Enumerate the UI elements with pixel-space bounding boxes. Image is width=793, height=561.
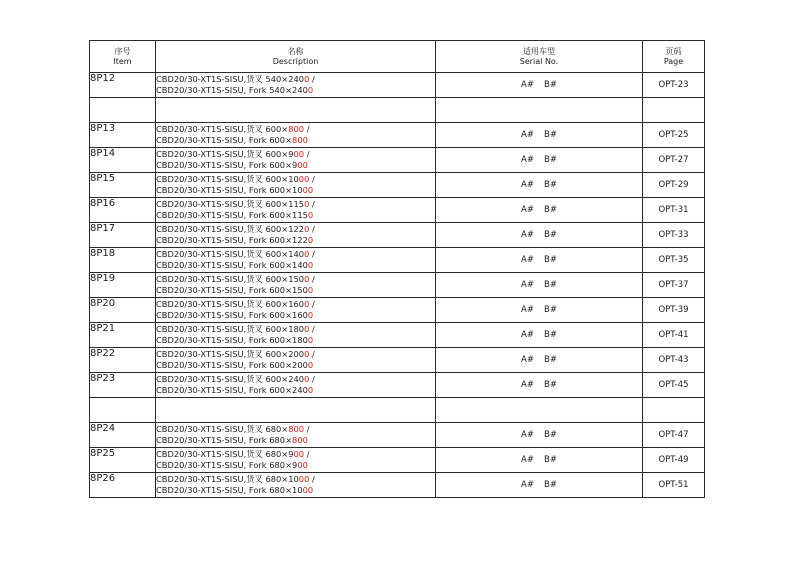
description-zh-suffix: / [309, 249, 315, 259]
description-en-size: 600×10 [269, 185, 303, 195]
description-zh-highlight: 0 [304, 199, 310, 209]
description-cell [156, 348, 436, 373]
item-code: 8P14 [90, 148, 116, 159]
serial-b: B# [543, 355, 557, 365]
header-page-en: Page [663, 56, 684, 66]
description-en [156, 310, 435, 321]
description-en [156, 185, 435, 196]
description-zh-size: 680×9 [265, 449, 294, 459]
description-en-highlight: 0 [307, 385, 314, 395]
serial-a: A# [521, 280, 534, 290]
description-zh [156, 349, 435, 360]
page-ref: OPT-47 [658, 430, 689, 440]
description-zh [156, 474, 435, 485]
description-en-highlight: 0 [307, 85, 314, 95]
item-code: 8P25 [90, 448, 116, 459]
page-cell [643, 148, 705, 173]
page-ref: OPT-51 [658, 480, 689, 490]
description-zh-suffix: / [309, 199, 315, 209]
description-zh-highlight: 0 [304, 324, 310, 334]
description-cell [156, 298, 436, 323]
table-row [90, 348, 705, 373]
table-row [90, 198, 705, 223]
description-en-prefix: CBD20/30-XT1S-SISU, Fork [156, 260, 270, 270]
serial-b: B# [543, 430, 557, 440]
serial-cell [436, 348, 643, 373]
description-en-prefix: CBD20/30-XT1S-SISU, Fork [156, 385, 270, 395]
page-ref: OPT-45 [658, 380, 689, 390]
serial-cell [436, 448, 643, 473]
item-cell [90, 473, 156, 498]
description-zh-suffix: / [304, 449, 310, 459]
description-cell [156, 198, 436, 223]
item-code: 8P19 [90, 273, 116, 284]
serial-a: A# [521, 330, 534, 340]
table-row [90, 73, 705, 98]
item-cell [90, 248, 156, 273]
page-ref: OPT-27 [658, 155, 689, 165]
description-en [156, 135, 435, 146]
description-en-size: 600× [269, 135, 293, 145]
description-zh-suffix: / [309, 224, 315, 234]
header-description [156, 41, 436, 73]
description-zh-prefix: CBD20/30-XT1S-SISU,货叉 [156, 74, 266, 84]
description-zh-prefix: CBD20/30-XT1S-SISU,货叉 [156, 249, 266, 259]
serial-a: A# [521, 380, 534, 390]
serial-a: A# [521, 80, 534, 90]
table-row [90, 373, 705, 398]
table-row [90, 323, 705, 348]
serial-cell [436, 173, 643, 198]
description-zh-size: 600×140 [265, 249, 305, 259]
description-cell [156, 223, 436, 248]
page-ref: OPT-29 [658, 180, 689, 190]
spacer-cell [436, 398, 643, 423]
item-cell [90, 298, 156, 323]
description-en [156, 485, 435, 496]
description-zh-highlight: 00 [293, 449, 305, 459]
description-zh-suffix: / [304, 124, 310, 134]
header-serial [436, 41, 643, 73]
page-cell [643, 473, 705, 498]
header-item [90, 41, 156, 73]
serial-b: B# [543, 180, 557, 190]
serial-cell [436, 223, 643, 248]
item-cell [90, 273, 156, 298]
item-cell [90, 423, 156, 448]
item-code: 8P26 [90, 473, 116, 484]
header-item-zh: 序号 [114, 46, 131, 56]
item-cell [90, 148, 156, 173]
description-cell [156, 148, 436, 173]
description-zh-highlight: 0 [304, 249, 310, 259]
item-code: 8P12 [90, 73, 116, 84]
serial-a: A# [521, 130, 534, 140]
item-code: 8P23 [90, 373, 116, 384]
serial-b: B# [543, 205, 557, 215]
item-code: 8P20 [90, 298, 116, 309]
description-en-size: 600×115 [269, 210, 308, 220]
description-zh [156, 149, 435, 160]
serial-b: B# [543, 280, 557, 290]
description-en-highlight: 00 [302, 485, 314, 495]
table-body [90, 73, 705, 498]
description-zh-prefix: CBD20/30-XT1S-SISU,货叉 [156, 274, 266, 284]
description-zh-prefix: CBD20/30-XT1S-SISU,货叉 [156, 149, 266, 159]
description-zh [156, 74, 435, 85]
page-ref: OPT-39 [658, 305, 689, 315]
table-row [90, 273, 705, 298]
description-zh-size: 600×160 [265, 299, 305, 309]
description-zh [156, 224, 435, 235]
header-description-en: Description [272, 56, 319, 66]
description-en [156, 385, 435, 396]
description-zh-size: 600×122 [265, 224, 305, 234]
description-zh-size: 600×9 [265, 149, 294, 159]
page-cell [643, 248, 705, 273]
description-en-highlight: 0 [307, 210, 314, 220]
description-en [156, 460, 435, 471]
serial-cell [436, 298, 643, 323]
table-row [90, 248, 705, 273]
description-cell [156, 123, 436, 148]
item-cell [90, 73, 156, 98]
description-en-prefix: CBD20/30-XT1S-SISU, Fork [156, 310, 270, 320]
description-zh-highlight: 0 [304, 74, 310, 84]
header-page [643, 41, 705, 73]
description-zh [156, 449, 435, 460]
spacer-cell [436, 98, 643, 123]
description-zh-size: 680× [265, 424, 289, 434]
description-zh-prefix: CBD20/30-XT1S-SISU,货叉 [156, 449, 266, 459]
serial-a: A# [521, 205, 534, 215]
description-cell [156, 423, 436, 448]
description-en-highlight: 0 [307, 310, 314, 320]
serial-a: A# [521, 355, 534, 365]
description-zh-prefix: CBD20/30-XT1S-SISU,货叉 [156, 324, 266, 334]
item-code: 8P16 [90, 198, 116, 209]
description-en-prefix: CBD20/30-XT1S-SISU, Fork [156, 135, 270, 145]
item-cell [90, 348, 156, 373]
item-cell [90, 448, 156, 473]
description-zh [156, 374, 435, 385]
description-zh [156, 174, 435, 185]
page-ref: OPT-23 [658, 80, 689, 90]
description-en-size: 600×140 [269, 260, 308, 270]
description-cell [156, 248, 436, 273]
description-en-size: 600×200 [269, 360, 308, 370]
description-zh-suffix: / [309, 74, 315, 84]
description-en-size: 600×9 [269, 160, 298, 170]
description-zh [156, 299, 435, 310]
description-en-size: 600×240 [269, 385, 308, 395]
description-en-prefix: CBD20/30-XT1S-SISU, Fork [156, 160, 270, 170]
description-zh-highlight: 0 [304, 349, 310, 359]
description-en-highlight: 0 [307, 360, 314, 370]
table-row [90, 298, 705, 323]
item-cell [90, 223, 156, 248]
header-page-zh: 页码 [665, 46, 682, 56]
item-code: 8P15 [90, 173, 116, 184]
item-code: 8P22 [90, 348, 116, 359]
serial-cell [436, 73, 643, 98]
description-zh [156, 274, 435, 285]
page-cell [643, 198, 705, 223]
description-zh [156, 249, 435, 260]
description-zh-suffix: / [309, 299, 315, 309]
table-header-row [90, 41, 705, 73]
serial-b: B# [543, 305, 557, 315]
description-zh-highlight: 800 [288, 124, 305, 134]
description-zh-size: 600×150 [265, 274, 305, 284]
serial-b: B# [543, 230, 557, 240]
description-en [156, 435, 435, 446]
description-en-prefix: CBD20/30-XT1S-SISU, Fork [156, 460, 270, 470]
spacer-cell [156, 98, 436, 123]
serial-a: A# [521, 480, 534, 490]
description-en-size: 600×160 [269, 310, 308, 320]
table-row [90, 423, 705, 448]
page-cell [643, 123, 705, 148]
serial-a: A# [521, 305, 534, 315]
description-cell [156, 173, 436, 198]
page-ref: OPT-25 [658, 130, 689, 140]
spacer-cell [156, 398, 436, 423]
description-zh-highlight: 00 [293, 149, 305, 159]
description-en-prefix: CBD20/30-XT1S-SISU, Fork [156, 335, 270, 345]
description-en-prefix: CBD20/30-XT1S-SISU, Fork [156, 435, 270, 445]
description-zh-size: 600×240 [265, 374, 305, 384]
spacer-cell [643, 98, 705, 123]
serial-b: B# [543, 480, 557, 490]
description-en [156, 360, 435, 371]
spacer-cell [643, 398, 705, 423]
description-zh-highlight: 800 [288, 424, 305, 434]
description-en-highlight: 00 [297, 460, 308, 470]
serial-a: A# [521, 230, 534, 240]
table-row [90, 173, 705, 198]
description-zh-prefix: CBD20/30-XT1S-SISU,货叉 [156, 474, 266, 484]
table-row [90, 448, 705, 473]
serial-cell [436, 273, 643, 298]
description-zh-prefix: CBD20/30-XT1S-SISU,货叉 [156, 124, 266, 134]
item-code: 8P13 [90, 123, 116, 134]
description-zh-prefix: CBD20/30-XT1S-SISU,货叉 [156, 424, 266, 434]
description-en [156, 235, 435, 246]
spacer-row [90, 98, 705, 123]
description-zh-prefix: CBD20/30-XT1S-SISU,货叉 [156, 199, 266, 209]
serial-cell [436, 248, 643, 273]
description-en [156, 285, 435, 296]
header-serial-zh: 适用车型 [523, 46, 555, 56]
description-en-size: 680× [269, 435, 293, 445]
description-zh-prefix: CBD20/30-XT1S-SISU,货叉 [156, 174, 266, 184]
page-cell [643, 373, 705, 398]
spacer-cell [90, 398, 156, 423]
description-zh-suffix: / [304, 424, 310, 434]
page-ref: OPT-43 [658, 355, 689, 365]
description-en-prefix: CBD20/30-XT1S-SISU, Fork [156, 185, 270, 195]
serial-b: B# [543, 155, 557, 165]
description-zh-highlight: 0 [304, 299, 310, 309]
page-cell [643, 273, 705, 298]
description-en [156, 160, 435, 171]
description-cell [156, 323, 436, 348]
description-zh-highlight: 0 [304, 224, 310, 234]
description-zh [156, 199, 435, 210]
description-zh [156, 124, 435, 135]
description-en-highlight: 0 [307, 235, 314, 245]
page-cell [643, 223, 705, 248]
spacer-row [90, 398, 705, 423]
serial-a: A# [521, 255, 534, 265]
description-en-prefix: CBD20/30-XT1S-SISU, Fork [156, 210, 270, 220]
serial-b: B# [543, 130, 557, 140]
item-cell [90, 173, 156, 198]
page-cell [643, 73, 705, 98]
description-en-highlight: 00 [302, 185, 314, 195]
serial-cell [436, 473, 643, 498]
description-zh [156, 324, 435, 335]
spacer-cell [90, 98, 156, 123]
parts-table [89, 40, 705, 498]
description-zh-suffix: / [304, 149, 310, 159]
description-cell [156, 473, 436, 498]
header-serial-en: Serial No. [519, 56, 559, 66]
header-item-en: Item [113, 56, 132, 66]
table-row [90, 473, 705, 498]
table-row [90, 148, 705, 173]
item-code: 8P17 [90, 223, 116, 234]
description-en-size: 680×10 [269, 485, 303, 495]
serial-b: B# [543, 380, 557, 390]
description-cell [156, 373, 436, 398]
description-zh-highlight: 00 [298, 474, 310, 484]
description-en-highlight: 00 [297, 160, 308, 170]
page-ref: OPT-41 [658, 330, 689, 340]
header-description-zh: 名称 [287, 46, 304, 56]
page-ref: OPT-31 [658, 205, 689, 215]
description-en [156, 260, 435, 271]
table-row [90, 223, 705, 248]
description-zh-suffix: / [309, 374, 315, 384]
description-en-prefix: CBD20/30-XT1S-SISU, Fork [156, 235, 270, 245]
description-en-prefix: CBD20/30-XT1S-SISU, Fork [156, 285, 270, 295]
description-zh-suffix: / [309, 174, 315, 184]
serial-b: B# [543, 455, 557, 465]
serial-a: A# [521, 180, 534, 190]
page-cell [643, 173, 705, 198]
description-en-highlight: 0 [307, 335, 314, 345]
description-en-size: 600×122 [269, 235, 308, 245]
item-cell [90, 373, 156, 398]
description-zh-prefix: CBD20/30-XT1S-SISU,货叉 [156, 374, 266, 384]
item-cell [90, 323, 156, 348]
item-cell [90, 123, 156, 148]
item-code: 8P18 [90, 248, 116, 259]
description-en-prefix: CBD20/30-XT1S-SISU, Fork [156, 85, 270, 95]
serial-cell [436, 373, 643, 398]
description-en-highlight: 0 [307, 285, 314, 295]
serial-cell [436, 198, 643, 223]
item-code: 8P24 [90, 423, 116, 434]
serial-cell [436, 123, 643, 148]
description-en-highlight: 800 [292, 135, 308, 145]
serial-a: A# [521, 430, 534, 440]
description-zh-suffix: / [309, 274, 315, 284]
page-ref: OPT-33 [658, 230, 689, 240]
serial-cell [436, 323, 643, 348]
serial-b: B# [543, 330, 557, 340]
description-zh-suffix: / [309, 349, 315, 359]
description-zh-prefix: CBD20/30-XT1S-SISU,货叉 [156, 349, 266, 359]
serial-cell [436, 148, 643, 173]
description-en [156, 85, 435, 96]
description-zh-size: 600×10 [265, 174, 299, 184]
description-zh-suffix: / [309, 474, 315, 484]
page-cell [643, 423, 705, 448]
description-cell [156, 448, 436, 473]
description-en [156, 335, 435, 346]
page-ref: OPT-49 [658, 455, 689, 465]
description-en-size: 600×150 [269, 285, 308, 295]
description-en-prefix: CBD20/30-XT1S-SISU, Fork [156, 485, 270, 495]
description-en-highlight: 0 [307, 260, 314, 270]
item-cell [90, 198, 156, 223]
description-en-size: 600×180 [269, 335, 308, 345]
page-ref: OPT-37 [658, 280, 689, 290]
description-cell [156, 273, 436, 298]
serial-cell [436, 423, 643, 448]
description-zh-highlight: 0 [304, 374, 310, 384]
description-zh-size: 600× [265, 124, 289, 134]
description-zh-prefix: CBD20/30-XT1S-SISU,货叉 [156, 224, 266, 234]
description-zh-size: 600×180 [265, 324, 305, 334]
description-en [156, 210, 435, 221]
description-zh-size: 540×240 [265, 74, 305, 84]
description-zh-suffix: / [309, 324, 315, 334]
page-cell [643, 348, 705, 373]
description-zh-highlight: 00 [298, 174, 310, 184]
description-cell [156, 73, 436, 98]
description-zh-prefix: CBD20/30-XT1S-SISU,货叉 [156, 299, 266, 309]
description-en-highlight: 800 [292, 435, 308, 445]
description-zh [156, 424, 435, 435]
table-row [90, 123, 705, 148]
page-ref: OPT-35 [658, 255, 689, 265]
item-code: 8P21 [90, 323, 116, 334]
description-en-size: 680×9 [269, 460, 298, 470]
description-zh-highlight: 0 [304, 274, 310, 284]
serial-b: B# [543, 255, 557, 265]
description-en-size: 540×240 [269, 85, 308, 95]
description-en-prefix: CBD20/30-XT1S-SISU, Fork [156, 360, 270, 370]
serial-a: A# [521, 155, 534, 165]
page-cell [643, 448, 705, 473]
description-zh-size: 680×10 [265, 474, 299, 484]
description-zh-size: 600×200 [265, 349, 305, 359]
page-cell [643, 323, 705, 348]
serial-a: A# [521, 455, 534, 465]
description-zh-size: 600×115 [265, 199, 305, 209]
serial-b: B# [543, 80, 557, 90]
page-cell [643, 298, 705, 323]
